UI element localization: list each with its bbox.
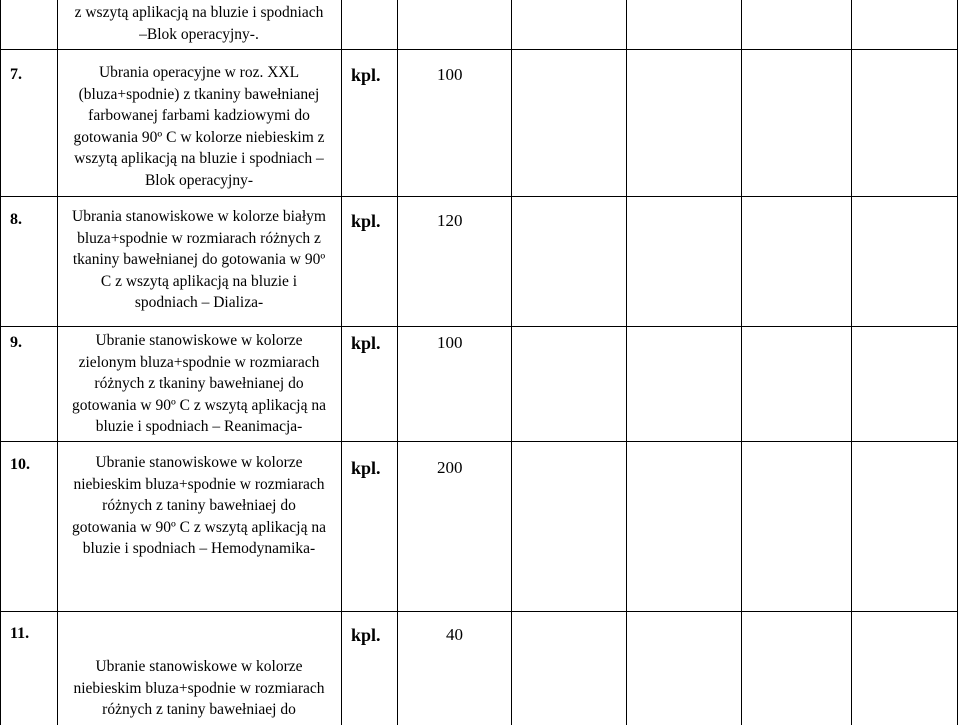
description-line: różnych z taniny bawełniaej do <box>102 497 296 514</box>
column-divider-price <box>626 0 627 725</box>
row-number: 9. <box>10 334 22 351</box>
description-line: różnych z tkaniny bawełnianej do <box>94 375 304 392</box>
description-line: niebieskim bluza+spodnie w rozmiarach <box>73 475 325 493</box>
row-description <box>57 656 341 721</box>
description-line: bluza+spodnie w rozmiarach różnych z <box>77 229 321 247</box>
row-number: 7. <box>10 66 22 83</box>
row-quantity: 100 <box>437 65 463 84</box>
row-number: 8. <box>10 211 22 228</box>
description-line: tkaniny bawełnianej do gotowania w 90º <box>72 251 326 268</box>
description-line: gotowania 90º C w kolorze niebieskim z <box>73 128 325 146</box>
description-line: spodniach – Dializa- <box>134 294 264 311</box>
row-divider <box>0 611 958 612</box>
description-line: zielonym bluza+spodnie w rozmiarach <box>78 353 320 371</box>
description-line: różnych z taniny bawełniaej do <box>102 701 296 718</box>
column-divider-description <box>341 0 342 725</box>
row-divider <box>0 326 958 327</box>
row-unit: kpl. <box>351 458 381 478</box>
row-divider <box>0 441 958 442</box>
row-quantity: 200 <box>437 458 463 477</box>
description-line: Blok operacyjny- <box>144 171 254 189</box>
row-quantity: 120 <box>437 211 463 230</box>
description-line: bluzie i spodniach – Reanimacja- <box>95 418 303 435</box>
description-line: C z wszytą aplikacją na bluzie i <box>100 272 298 290</box>
row-number: 10. <box>10 456 30 473</box>
row-divider <box>0 196 958 197</box>
description-line: niebieskim bluza+spodnie w rozmiarach <box>73 679 325 697</box>
description-line: –Blok operacyjny-. <box>139 25 259 43</box>
description-line: farbowanej farbami kadziowymi do <box>88 107 310 124</box>
table-border-right <box>957 0 958 725</box>
row-description <box>57 452 341 560</box>
row-unit: kpl. <box>351 65 381 85</box>
description-line: Ubranie stanowiskowe w kolorze <box>95 658 303 675</box>
description-line: Ubrania operacyjne w roz. XXL <box>98 64 300 81</box>
row-unit: kpl. <box>351 333 381 353</box>
description-line: (bluza+spodnie) z tkaniny bawełnianej <box>78 85 320 103</box>
row-unit: kpl. <box>351 625 381 645</box>
row-divider <box>0 49 958 50</box>
row-unit: kpl. <box>351 211 381 231</box>
column-divider-vat <box>851 0 852 725</box>
row-description <box>57 206 341 314</box>
description-line: Ubranie stanowiskowe w kolorze <box>95 454 303 471</box>
description-line: z wszytą aplikacją na bluzie i spodniach <box>74 4 324 21</box>
row-number: 11. <box>10 625 30 642</box>
table-border-left <box>0 0 1 725</box>
row-description <box>57 2 341 45</box>
description-line: gotowania w 90º C z wszytą aplikacją na <box>71 518 327 536</box>
row-quantity: 40 <box>446 625 463 644</box>
description-line: gotowania w 90º C z wszytą aplikacją na <box>71 396 327 414</box>
description-line: Ubrania stanowiskowe w kolorze białym <box>72 208 326 225</box>
column-divider-unit <box>397 0 398 725</box>
column-divider-quantity <box>511 0 512 725</box>
row-quantity: 100 <box>437 333 463 352</box>
column-divider-value <box>741 0 742 725</box>
description-line: wszytą aplikacją na bluzie i spodniach – <box>74 150 324 167</box>
row-description <box>57 330 341 438</box>
description-line: bluzie i spodniach – Hemodynamika- <box>82 540 316 557</box>
row-description <box>57 62 341 191</box>
description-line: Ubranie stanowiskowe w kolorze <box>95 332 303 349</box>
